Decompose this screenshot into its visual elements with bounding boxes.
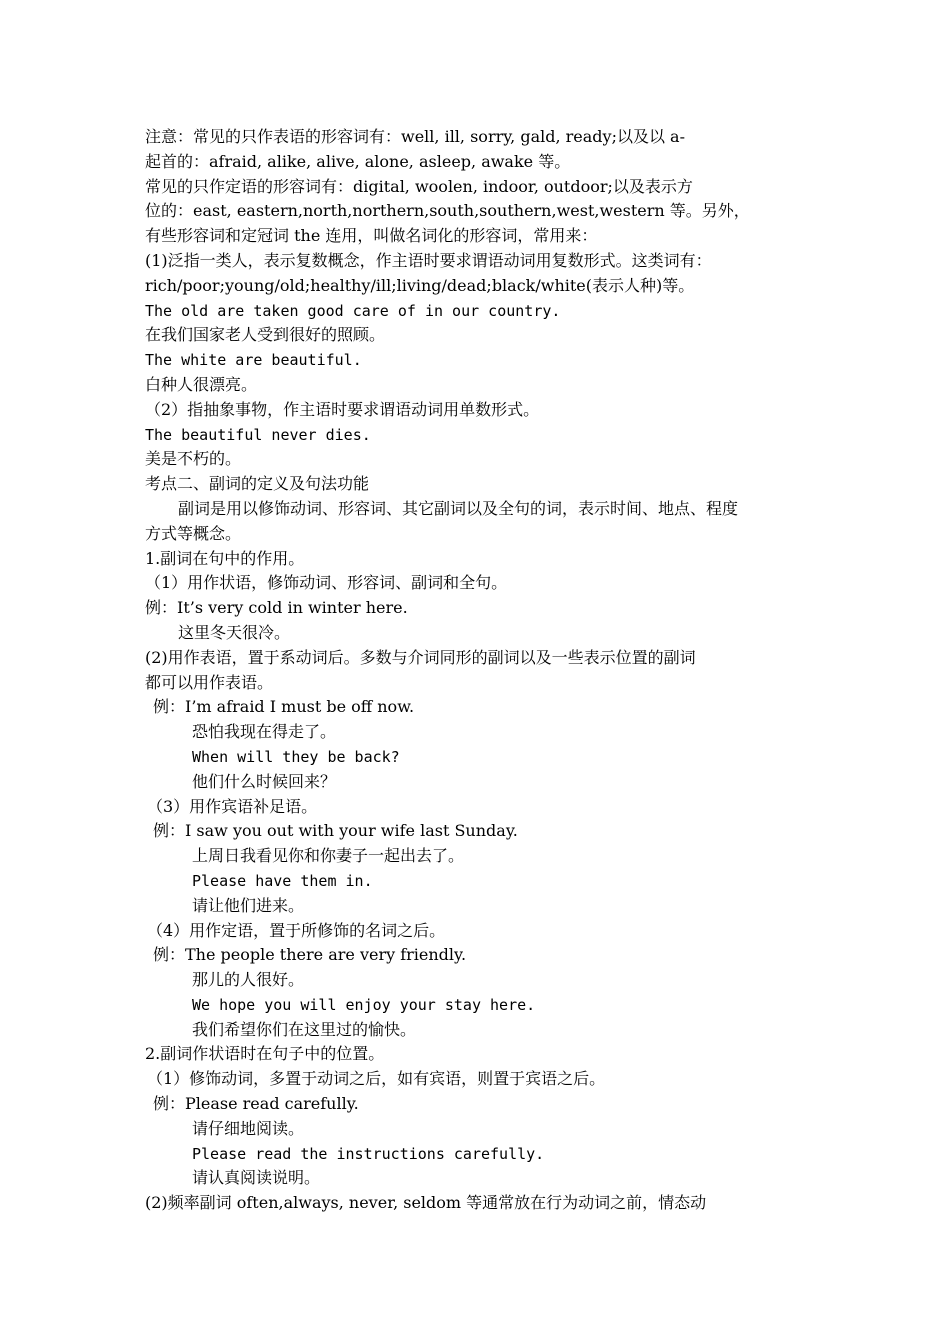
translation-line: 这里冬天很冷。 [178,622,291,642]
text-line: 有些形容词和定冠词 the 连用，叫做名词化的形容词，常用来： [145,226,598,246]
text-line: (1)泛指一类人，表示复数概念，作主语时要求谓语动词用复数形式。这类词有： [145,250,712,270]
translation-line: 他们什么时候回来？ [192,771,337,791]
example-sentence: 例：I saw you out with your wife last Sunday. [153,821,518,841]
example-sentence: We hope you will enjoy your stay here. [192,995,536,1014]
subsection-heading: 2.副词作状语时在句子中的位置。 [145,1044,385,1064]
example-sentence: The beautiful never dies. [145,425,371,444]
example-sentence: 例：Please read carefully. [153,1094,359,1114]
paragraph-line: 方式等概念。 [145,523,242,543]
subsection-heading: （4）用作定语，置于所修饰的名词之后。 [147,920,446,940]
translation-line: 请认真阅读说明。 [192,1168,321,1188]
subsection-heading: （1）用作状语，修饰动词、形容词、副词和全句。 [145,573,508,593]
example-sentence: The old are taken good care of in our country. [145,301,561,320]
example-sentence: The white are beautiful. [145,351,362,370]
subsection-heading: （1）修饰动词，多置于动词之后，如有宾语，则置于宾语之后。 [147,1069,606,1089]
translation-line: 在我们国家老人受到很好的照顾。 [145,325,386,345]
section-heading: 考点二、副词的定义及句法功能 [145,474,370,494]
subsection-heading: (2)用作表语，置于系动词后。多数与介词同形的副词以及一些表示位置的副词 [145,647,696,667]
text-line: 起首的：afraid, alike, alive, alone, asleep, awake 等。 [145,151,571,171]
translation-line: 我们希望你们在这里过的愉快。 [192,1019,417,1039]
example-sentence: Please have them in. [192,871,373,890]
translation-line: 请仔细地阅读。 [192,1118,305,1138]
example-sentence: 例：It’s very cold in winter here. [145,598,408,618]
text-line: 常见的只作定语的形容词有：digital, woolen, indoor, outdoor;以及表示方 [145,176,693,196]
text-line: rich/poor;young/old;healthy/ill;living/dead;black/white(表示人种)等。 [145,275,695,295]
subsection-heading: （3）用作宾语补足语。 [147,796,318,816]
translation-line: 白种人很漂亮。 [145,374,258,394]
example-sentence: When will they be back? [192,747,400,766]
translation-line: 那儿的人很好。 [192,970,305,990]
example-sentence: 例：I’m afraid I must be off now. [153,697,415,717]
translation-line: 请让他们进来。 [192,895,305,915]
example-sentence: Please read the instructions carefully. [192,1144,545,1163]
subsection-heading: （2）指抽象事物，作主语时要求谓语动词用单数形式。 [145,399,540,419]
translation-line: 上周日我看见你和你妻子一起出去了。 [192,846,465,866]
subsection-heading: 1.副词在句中的作用。 [145,548,305,568]
text-line: 位的：east, eastern,north,northern,south,southern,west,western 等。另外， [145,201,750,221]
example-sentence: 例：The people there are very friendly. [153,945,467,965]
subsection-heading: (2)频率副词 often,always, never, seldom 等通常放在行为动词之前，情态动 [145,1193,707,1213]
document-body [145,125,810,1216]
translation-line: 恐怕我现在得走了。 [192,722,337,742]
text-line: 注意：常见的只作表语的形容词有：well, ill, sorry, gald, ready;以及以 a- [145,127,685,146]
translation-line: 美是不朽的。 [145,449,242,469]
text-line: 都可以用作表语。 [145,672,274,692]
paragraph-line: 副词是用以修饰动词、形容词、其它副词以及全句的词，表示时间、地点、程度 [178,498,739,518]
